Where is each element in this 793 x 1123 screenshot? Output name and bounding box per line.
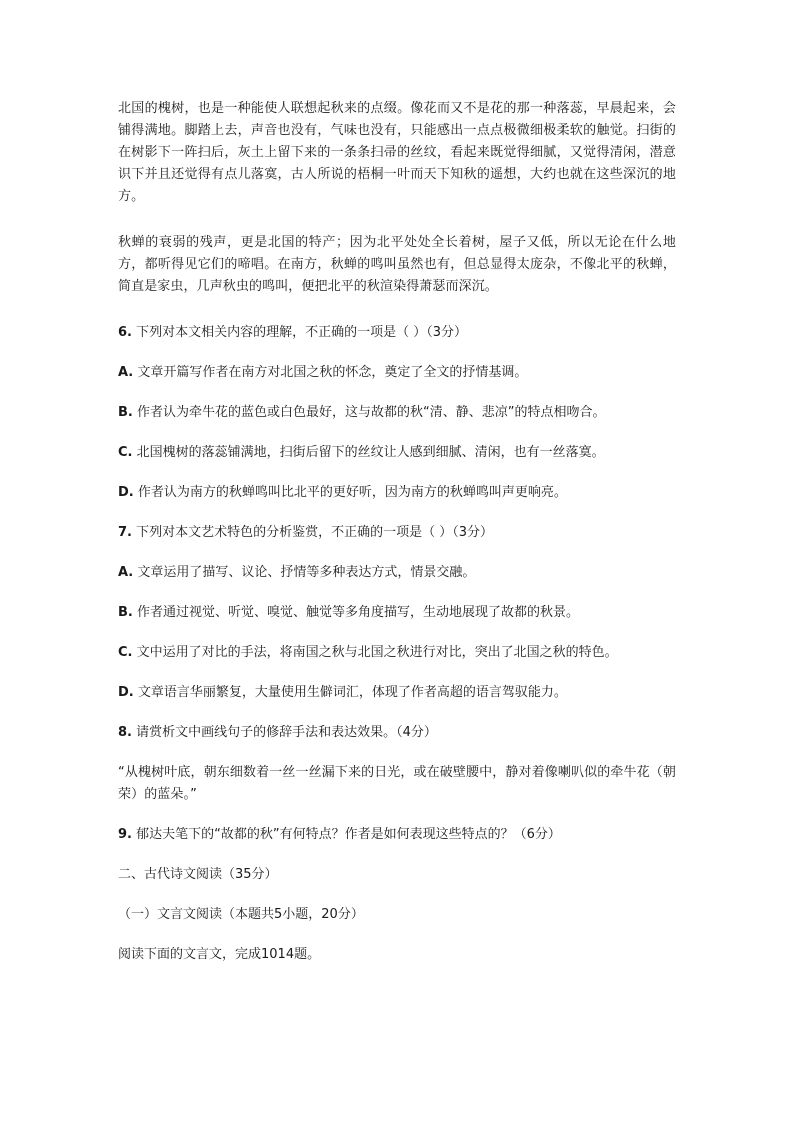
passage-paragraph-1: 北国的槐树，也是一种能使人联想起秋来的点缀。像花而又不是花的那一种落蕊，早晨起来，会铺得满地。脚踏上去，声音也没有，气味也没有，只能感出一点点极微细极柔软的触觉。扫街的在树影下一阵扫后，灰土上留下来的一条条扫帚的丝纹，看起来既觉得细腻，又觉得清闲，潜意识下并且还觉得有点儿落寞，古人所说的梧桐一叶而天下知秋的遥想，大约也就在这些深沉的地方。 bbox=[118, 101, 676, 204]
option-text: 文章语言华丽繁复，大量使用生僻词汇，体现了作者高超的语言驾驭能力。 bbox=[133, 685, 567, 700]
option-letter: A. bbox=[118, 565, 134, 580]
question-8 bbox=[118, 722, 676, 744]
option-text: 文章运用了描写、议论、抒情等多种表达方式，情景交融。 bbox=[133, 565, 476, 580]
section-2-instruction: 阅读下面的文言文，完成1014题。 bbox=[118, 947, 321, 962]
option-letter: A. bbox=[118, 365, 134, 380]
question-9-text: 郁达夫笔下的“故都的秋”有何特点？作者是如何表现这些特点的？（6分） bbox=[131, 827, 561, 842]
section-2-title: 二、古代诗文阅读（35分） bbox=[118, 867, 278, 882]
question-8-number: 8. bbox=[118, 725, 132, 740]
question-6 bbox=[118, 322, 676, 344]
question-7 bbox=[118, 522, 676, 544]
document-page bbox=[118, 98, 676, 966]
question-6-option-b bbox=[118, 402, 676, 424]
question-7-option-b bbox=[118, 602, 676, 624]
option-text: 作者认为南方的秋蝉鸣叫比北平的更好听，因为南方的秋蝉鸣叫声更响亮。 bbox=[133, 485, 567, 500]
question-7-option-a bbox=[118, 562, 676, 584]
option-letter: B. bbox=[118, 405, 133, 420]
section-2-subtitle: （一）文言文阅读（本题共5小题，20分） bbox=[118, 907, 364, 922]
question-6-option-c bbox=[118, 442, 676, 464]
question-6-number: 6. bbox=[118, 325, 132, 340]
question-7-option-c bbox=[118, 642, 676, 664]
option-letter: D. bbox=[118, 485, 134, 500]
option-letter: B. bbox=[118, 605, 133, 620]
question-7-number: 7. bbox=[118, 525, 132, 540]
question-6-text: 下列对本文相关内容的理解，不正确的一项是（ ）（3分） bbox=[131, 325, 468, 340]
option-text: 文中运用了对比的手法，将南国之秋与北国之秋进行对比，突出了北国之秋的特色。 bbox=[132, 645, 618, 660]
question-6-option-d bbox=[118, 482, 676, 504]
option-letter: D. bbox=[118, 685, 134, 700]
question-7-text: 下列对本文艺术特色的分析鉴赏，不正确的一项是（ ）（3分） bbox=[131, 525, 494, 540]
option-letter: C. bbox=[118, 645, 133, 660]
question-8-text: 请赏析文中画线句子的修辞手法和表达效果。（4分） bbox=[131, 725, 437, 740]
option-text: 作者认为牵牛花的蓝色或白色最好，这与故都的秋“清、静、悲凉”的特点相吻合。 bbox=[132, 405, 606, 420]
option-text: 北国槐树的落蕊铺满地，扫街后留下的丝纹让人感到细腻、清闲，也有一丝落寞。 bbox=[132, 445, 605, 460]
question-9-number: 9. bbox=[118, 827, 132, 842]
question-7-option-d bbox=[118, 682, 676, 704]
passage-paragraph-2: 秋蝉的衰弱的残声，更是北国的特产；因为北平处处全长着树，屋子又低，所以无论在什么地方，都听得见它们的啼唱。在南方，秋蝉的鸣叫虽然也有，但总显得太庞杂，不像北平的秋蝉，简直是家虫，几声秋虫的鸣叫，便把北平的秋渲染得萧瑟而深沉。 bbox=[118, 235, 676, 294]
option-letter: C. bbox=[118, 445, 133, 460]
option-text: 作者通过视觉、听觉、嗅觉、触觉等多角度描写，生动地展现了故都的秋景。 bbox=[132, 605, 579, 620]
question-9 bbox=[118, 824, 676, 846]
question-8-quote: “从槐树叶底，朝东细数着一丝一丝漏下来的日光，或在破壁腰中，静对着像喇叭似的牵牛花（朝荣）的蓝朵。” bbox=[118, 765, 676, 802]
option-text: 文章开篇写作者在南方对北国之秋的怀念，奠定了全文的抒情基调。 bbox=[133, 365, 528, 380]
question-6-option-a bbox=[118, 362, 676, 384]
